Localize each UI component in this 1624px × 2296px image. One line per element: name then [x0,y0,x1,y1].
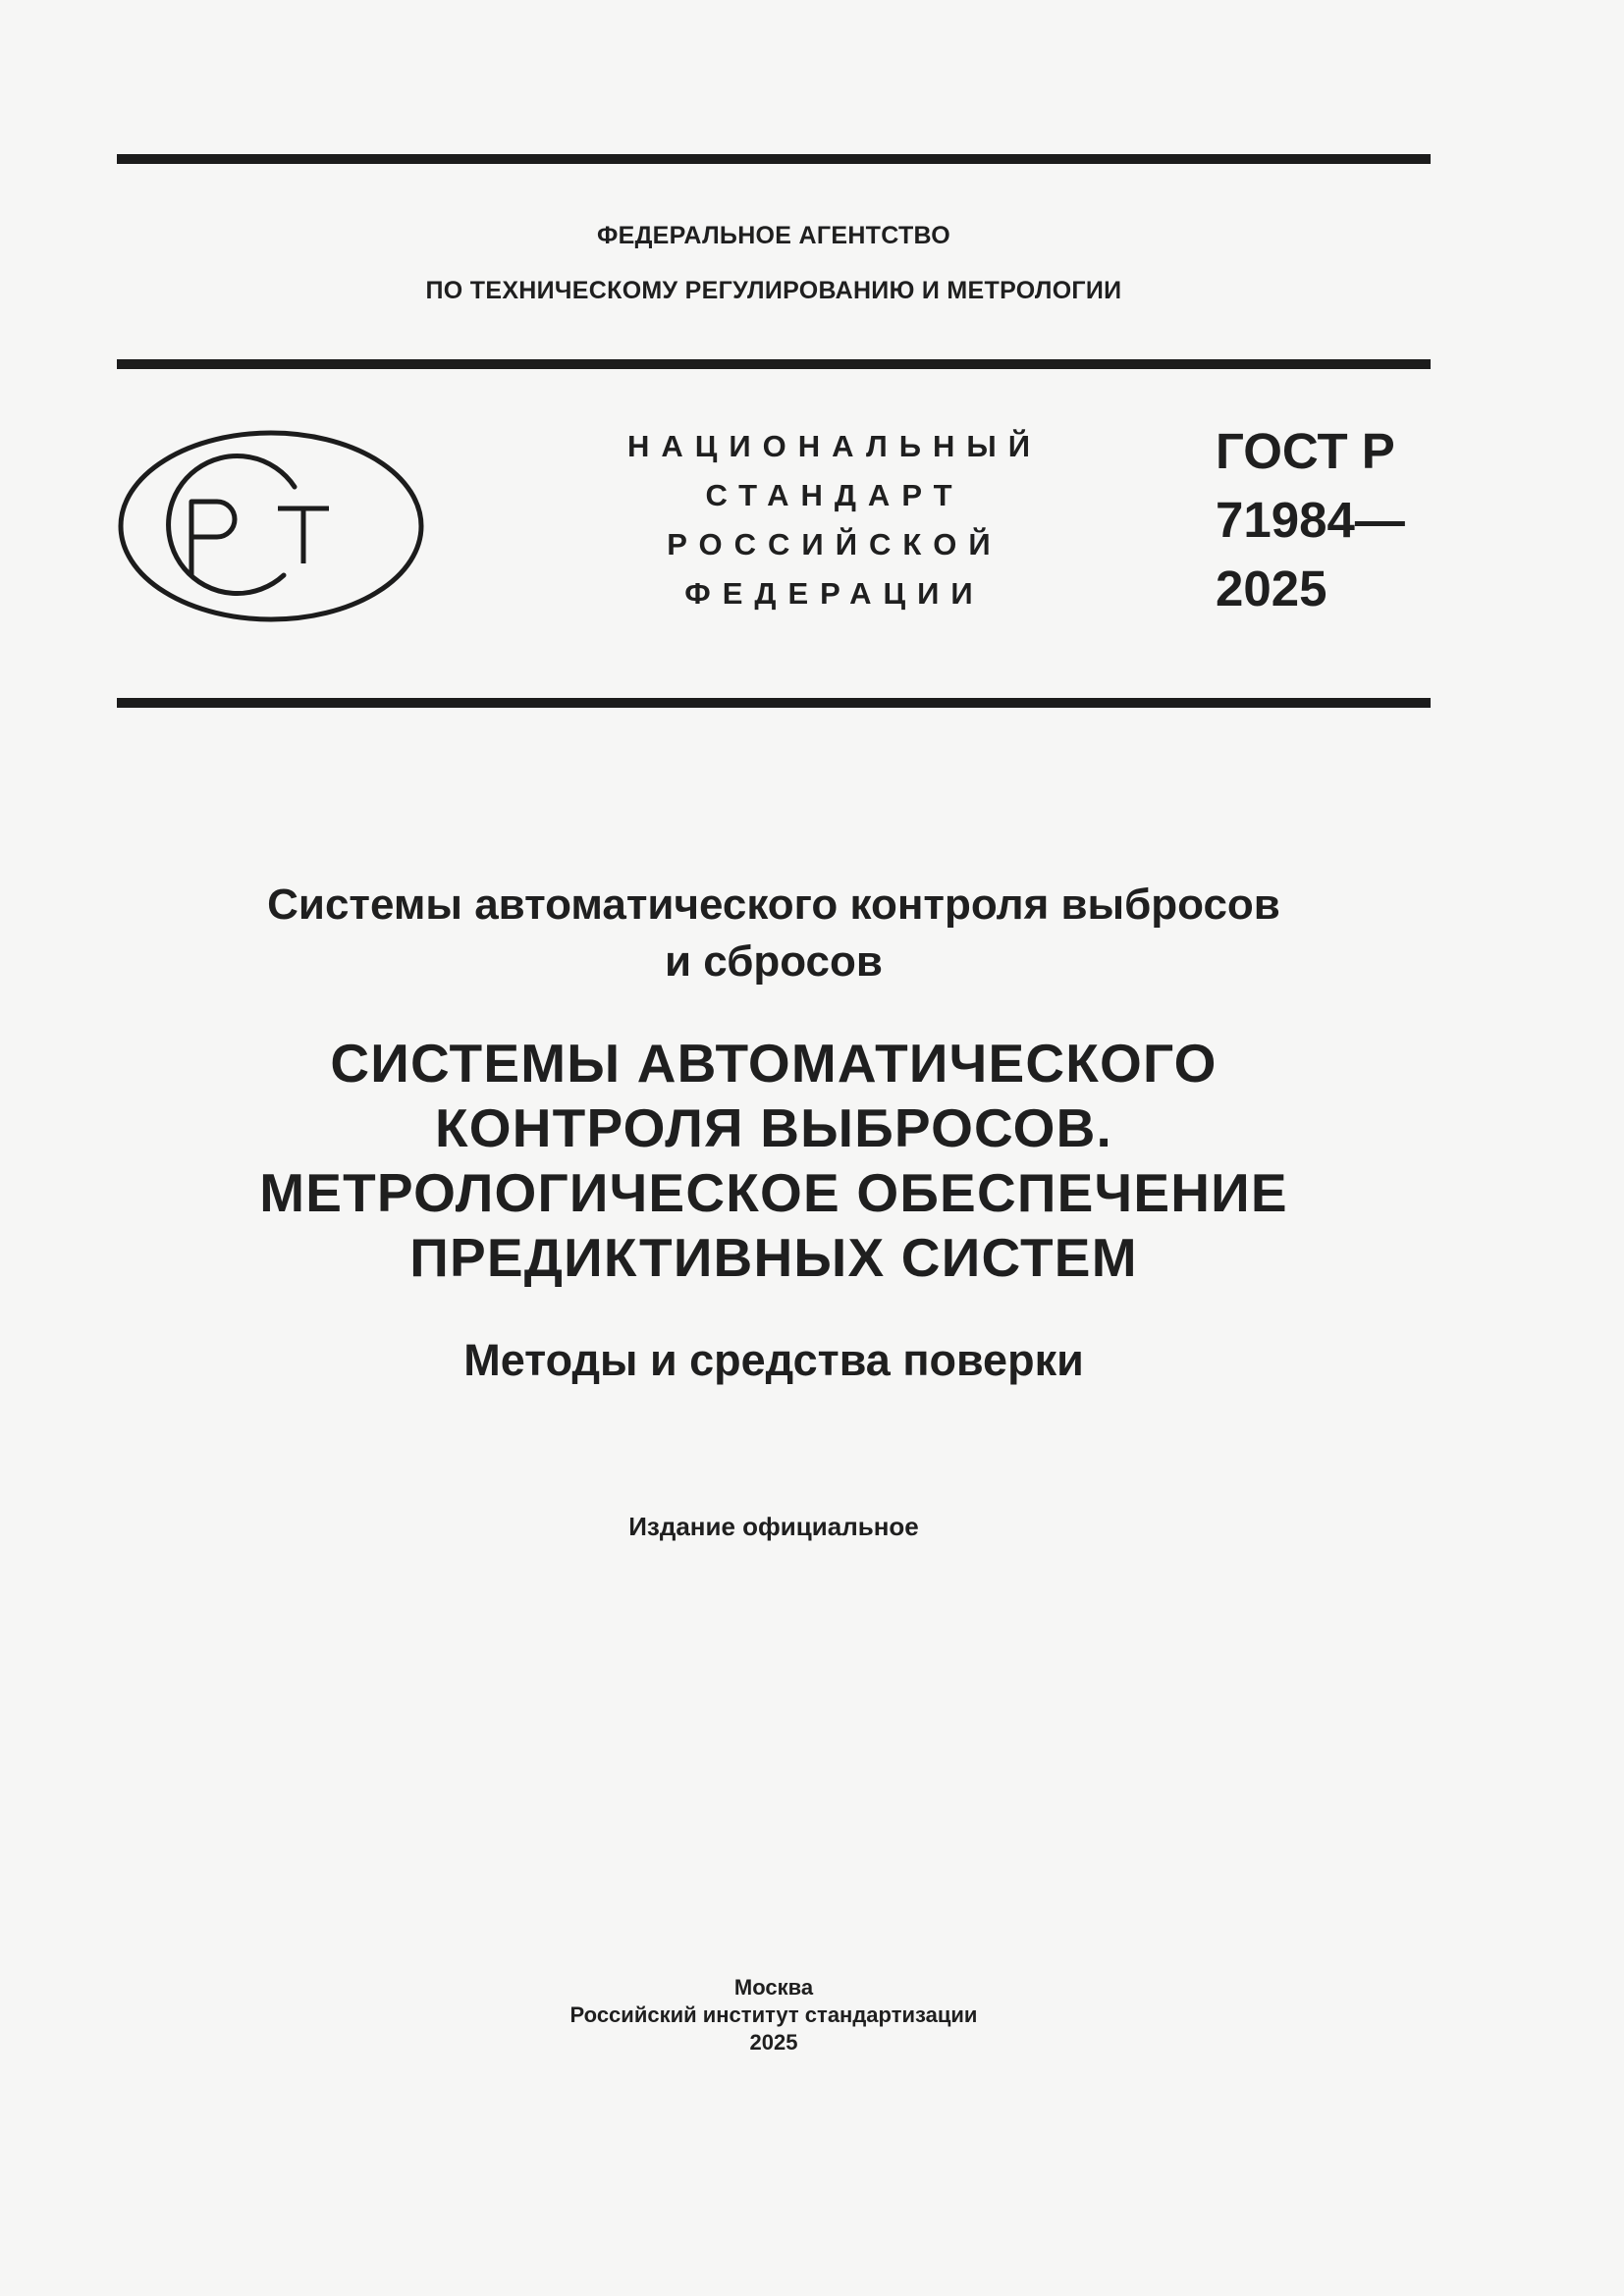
imprint-year: 2025 [749,2030,798,2055]
group-title [117,877,1431,990]
logo-rule [117,698,1431,708]
national-standard-line: РОССИЙСКОЙ [667,527,1002,561]
national-standard-label [589,422,1080,618]
sub-title: Методы и средства поверки [463,1335,1084,1385]
main-title-line: СИСТЕМЫ АВТОМАТИЧЕСКОГО [330,1033,1218,1094]
group-title-line: и сбросов [665,937,883,986]
imprint [117,1974,1431,2056]
main-title [117,1031,1431,1290]
header-rule [117,359,1431,369]
agency-line-2: ПО ТЕХНИЧЕСКОМУ РЕГУЛИРОВАНИЮ И МЕТРОЛОГИИ [425,277,1122,304]
rst-mark-icon [115,428,427,624]
edition-label: Издание официальное [628,1512,919,1541]
main-title-line: МЕТРОЛОГИЧЕСКОЕ ОБЕСПЕЧЕНИЕ [259,1162,1288,1223]
main-title-line: КОНТРОЛЯ ВЫБРОСОВ. [434,1097,1112,1158]
top-rule [117,154,1431,164]
standard-designation [1216,417,1405,623]
national-standard-line: ФЕДЕРАЦИИ [684,576,985,611]
designation-line: 2025 [1216,561,1327,616]
national-standard-line: СТАНДАРТ [705,478,964,512]
agency-line-1: ФЕДЕРАЛЬНОЕ АГЕНТСТВО [596,222,951,249]
main-title-line: ПРЕДИКТИВНЫХ СИСТЕМ [409,1227,1138,1288]
imprint-publisher: Российский институт стандартизации [569,2002,978,2027]
group-title-line: Системы автоматического контроля выбросов [267,881,1280,929]
designation-line: 71984— [1216,492,1405,548]
national-standard-line: НАЦИОНАЛЬНЫЙ [626,429,1043,463]
imprint-city: Москва [733,1975,814,2000]
designation-line: ГОСТ Р [1216,423,1395,479]
